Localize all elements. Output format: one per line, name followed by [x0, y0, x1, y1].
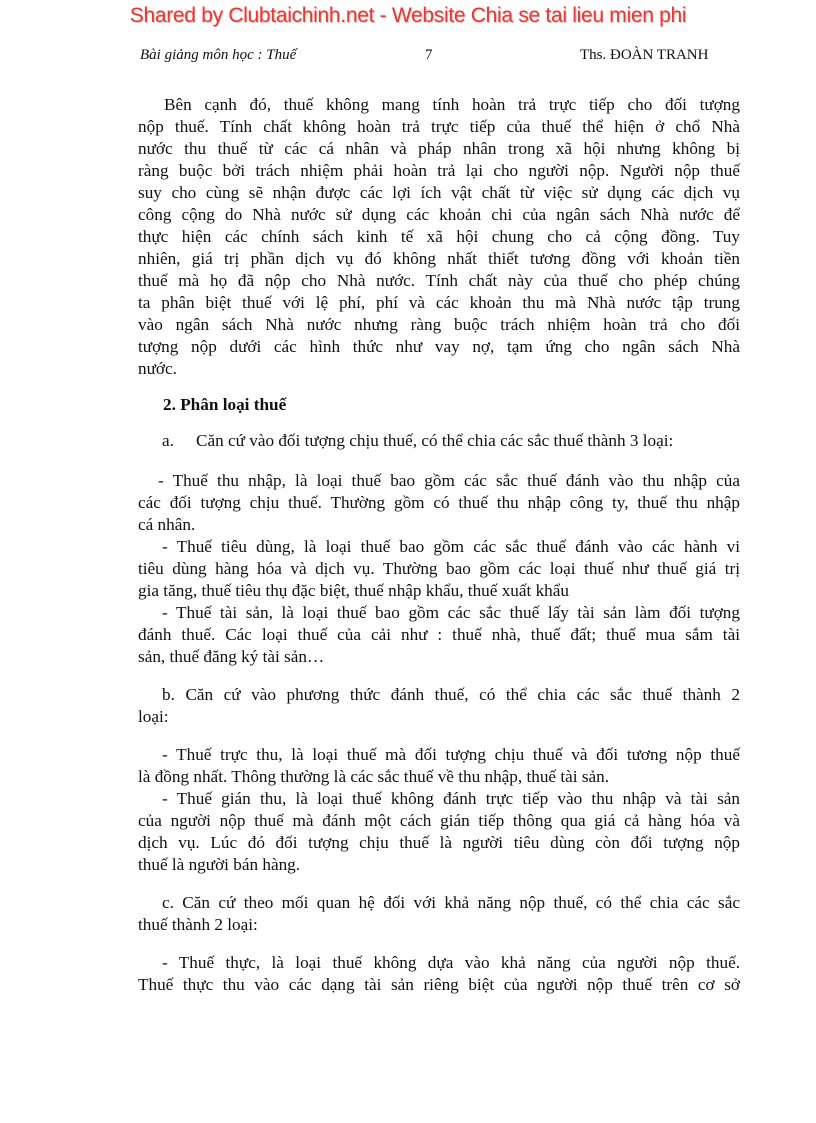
subsection-a-items: [138, 470, 740, 668]
list-item-line: - Thuế gián thu, là loại thuế không đánh trực tiếp vào thu nhập và tài sản: [162, 789, 740, 808]
page-header: [0, 47, 816, 69]
list-item-line: tiêu dùng hàng hóa và dịch vụ. Thường bao gồm các loại thuế như thuế giá trị: [138, 559, 740, 578]
list-item-line: - Thuế thực, là loại thuế không dựa vào khả năng của người nộp thuế.: [162, 953, 740, 972]
list-item: [138, 788, 740, 876]
paragraph-intro-line: nước.: [138, 359, 177, 378]
list-item-line: dịch vụ. Lúc đó đối tượng chịu thuế là người tiêu dùng còn đối tượng nộp: [138, 833, 740, 852]
list-item-line: - Thuế tài sản, là loại thuế bao gồm các sắc thuế lấy tài sản làm đối tượng: [162, 603, 740, 622]
paragraph-intro-line: thực hiện các chính sách kinh tế xã hội chung cho cả cộng đồng. Tuy: [138, 227, 740, 246]
list-item-line: của người nộp thuế mà đánh một cách gián tiếp thông qua giá cả hàng hóa và: [138, 811, 740, 830]
course-title: Bài giảng môn học : Thuế: [140, 47, 297, 63]
list-item: [138, 744, 740, 788]
paragraph-intro-line: nhiên, giá trị phần dịch vụ đó không nhất thiết tương đồng với khoản tiền: [138, 249, 740, 268]
list-item-line: - Thuế thu nhập, là loại thuế bao gồm các sắc thuế đánh vào thu nhập của: [158, 471, 740, 490]
author: Ths. ĐOÀN TRANH: [580, 47, 709, 63]
subsection-c-line: thuế thành 2 loại:: [138, 915, 258, 934]
paragraph-intro-line: Bên cạnh đó, thuế không mang tính hoàn trả trực tiếp cho đối tượng: [164, 95, 740, 114]
paragraph-intro-line: nộp thuế. Tính chất không hoàn trả trực tiếp của thuế thể hiện ở chổ Nhà: [138, 117, 740, 136]
list-item-line: thuế là người bán hàng.: [138, 855, 301, 874]
list-item: [138, 602, 740, 668]
subsection-c: [138, 892, 740, 936]
subsection-c-line: c. Căn cứ theo mối quan hệ đối với khả năng nộp thuế, có thể chia các sắc: [162, 893, 740, 912]
list-item-line: sản, thuế đăng ký tài sản…: [138, 647, 325, 666]
paragraph-intro-line: thuế mà họ đã nộp cho Nhà nước. Tính chất này của thuế cho phép chúng: [138, 271, 740, 290]
paragraph-intro-line: suy cho cùng sẽ nhận được các lợi ích vật chất từ việc sử dụng các dịch vụ: [138, 183, 740, 202]
subsection-b-line: b. Căn cứ vào phương thức đánh thuế, có thể chia các sắc thuế thành 2: [162, 685, 740, 704]
paragraph-intro-line: tượng nộp dưới các hình thức như vay nợ, tạm ứng cho ngân sách Nhà: [138, 337, 740, 356]
paragraph-intro-line: công cộng do Nhà nước sử dụng các khoản chi của ngân sách Nhà nước để: [138, 205, 740, 224]
paragraph-intro-line: ta phân biệt thuế với lệ phí, phí và các khoản thu mà Nhà nước tập trung: [138, 293, 740, 312]
list-item: [138, 536, 740, 602]
list-item-line: - Thuế trực thu, là loại thuế mà đối tượng chịu thuế và đối tương nộp thuế: [162, 745, 740, 764]
subsection-a: [138, 430, 740, 452]
list-item-line: Thuế thực thu vào các dạng tài sản riêng biệt của người nộp thuế trên cơ sở: [138, 975, 740, 994]
paragraph-intro-line: nước thu thuế từ các cá nhân và pháp nhân trong xã hội nhưng không bị: [138, 139, 740, 158]
document-body: [138, 94, 740, 996]
page-number: 7: [425, 47, 433, 63]
list-item: [138, 952, 740, 996]
subsection-b-line: loại:: [138, 707, 169, 726]
subsection-b: [138, 684, 740, 728]
list-item-line: cá nhân.: [138, 515, 196, 534]
list-item-line: - Thuế tiêu dùng, là loại thuế bao gồm các sắc thuế đánh vào các hành vi: [162, 537, 740, 556]
subsection-a-marker: a.: [162, 431, 174, 450]
subsection-b-items: [138, 744, 740, 876]
paragraph-intro-line: vào ngân sách Nhà nước nhưng ràng buộc trách nhiệm hoàn trả cho đối: [138, 315, 740, 334]
list-item-line: là đồng nhất. Thông thường là các sắc thuế về thu nhập, thuế tài sản.: [138, 767, 610, 786]
section-heading: 2. Phân loại thuế: [163, 395, 287, 414]
list-item-line: các đối tượng chịu thuế. Thường gồm có thuế thu nhập công ty, thuế thu nhập: [138, 493, 740, 512]
paragraph-intro: [138, 94, 740, 380]
list-item-line: gia tăng, thuế tiêu thụ đặc biệt, thuế nhập khẩu, thuế xuất khẩu: [138, 581, 569, 600]
paragraph-intro-line: ràng buộc bởi trách nhiệm phải hoàn trả lại cho người nộp. Người nộp thuế: [138, 161, 740, 180]
list-item: [138, 470, 740, 536]
subsection-c-items: [138, 952, 740, 996]
list-item-line: đánh thuế. Các loại thuế của cải như : thuế nhà, thuế đất; thuế mua sắm tài: [138, 625, 740, 644]
subsection-a-text: Căn cứ vào đối tượng chịu thuế, có thể chia các sắc thuế thành 3 loại:: [196, 431, 674, 450]
watermark: Shared by Clubtaichinh.net - Website Chia se tai lieu mien phi: [129, 4, 687, 27]
